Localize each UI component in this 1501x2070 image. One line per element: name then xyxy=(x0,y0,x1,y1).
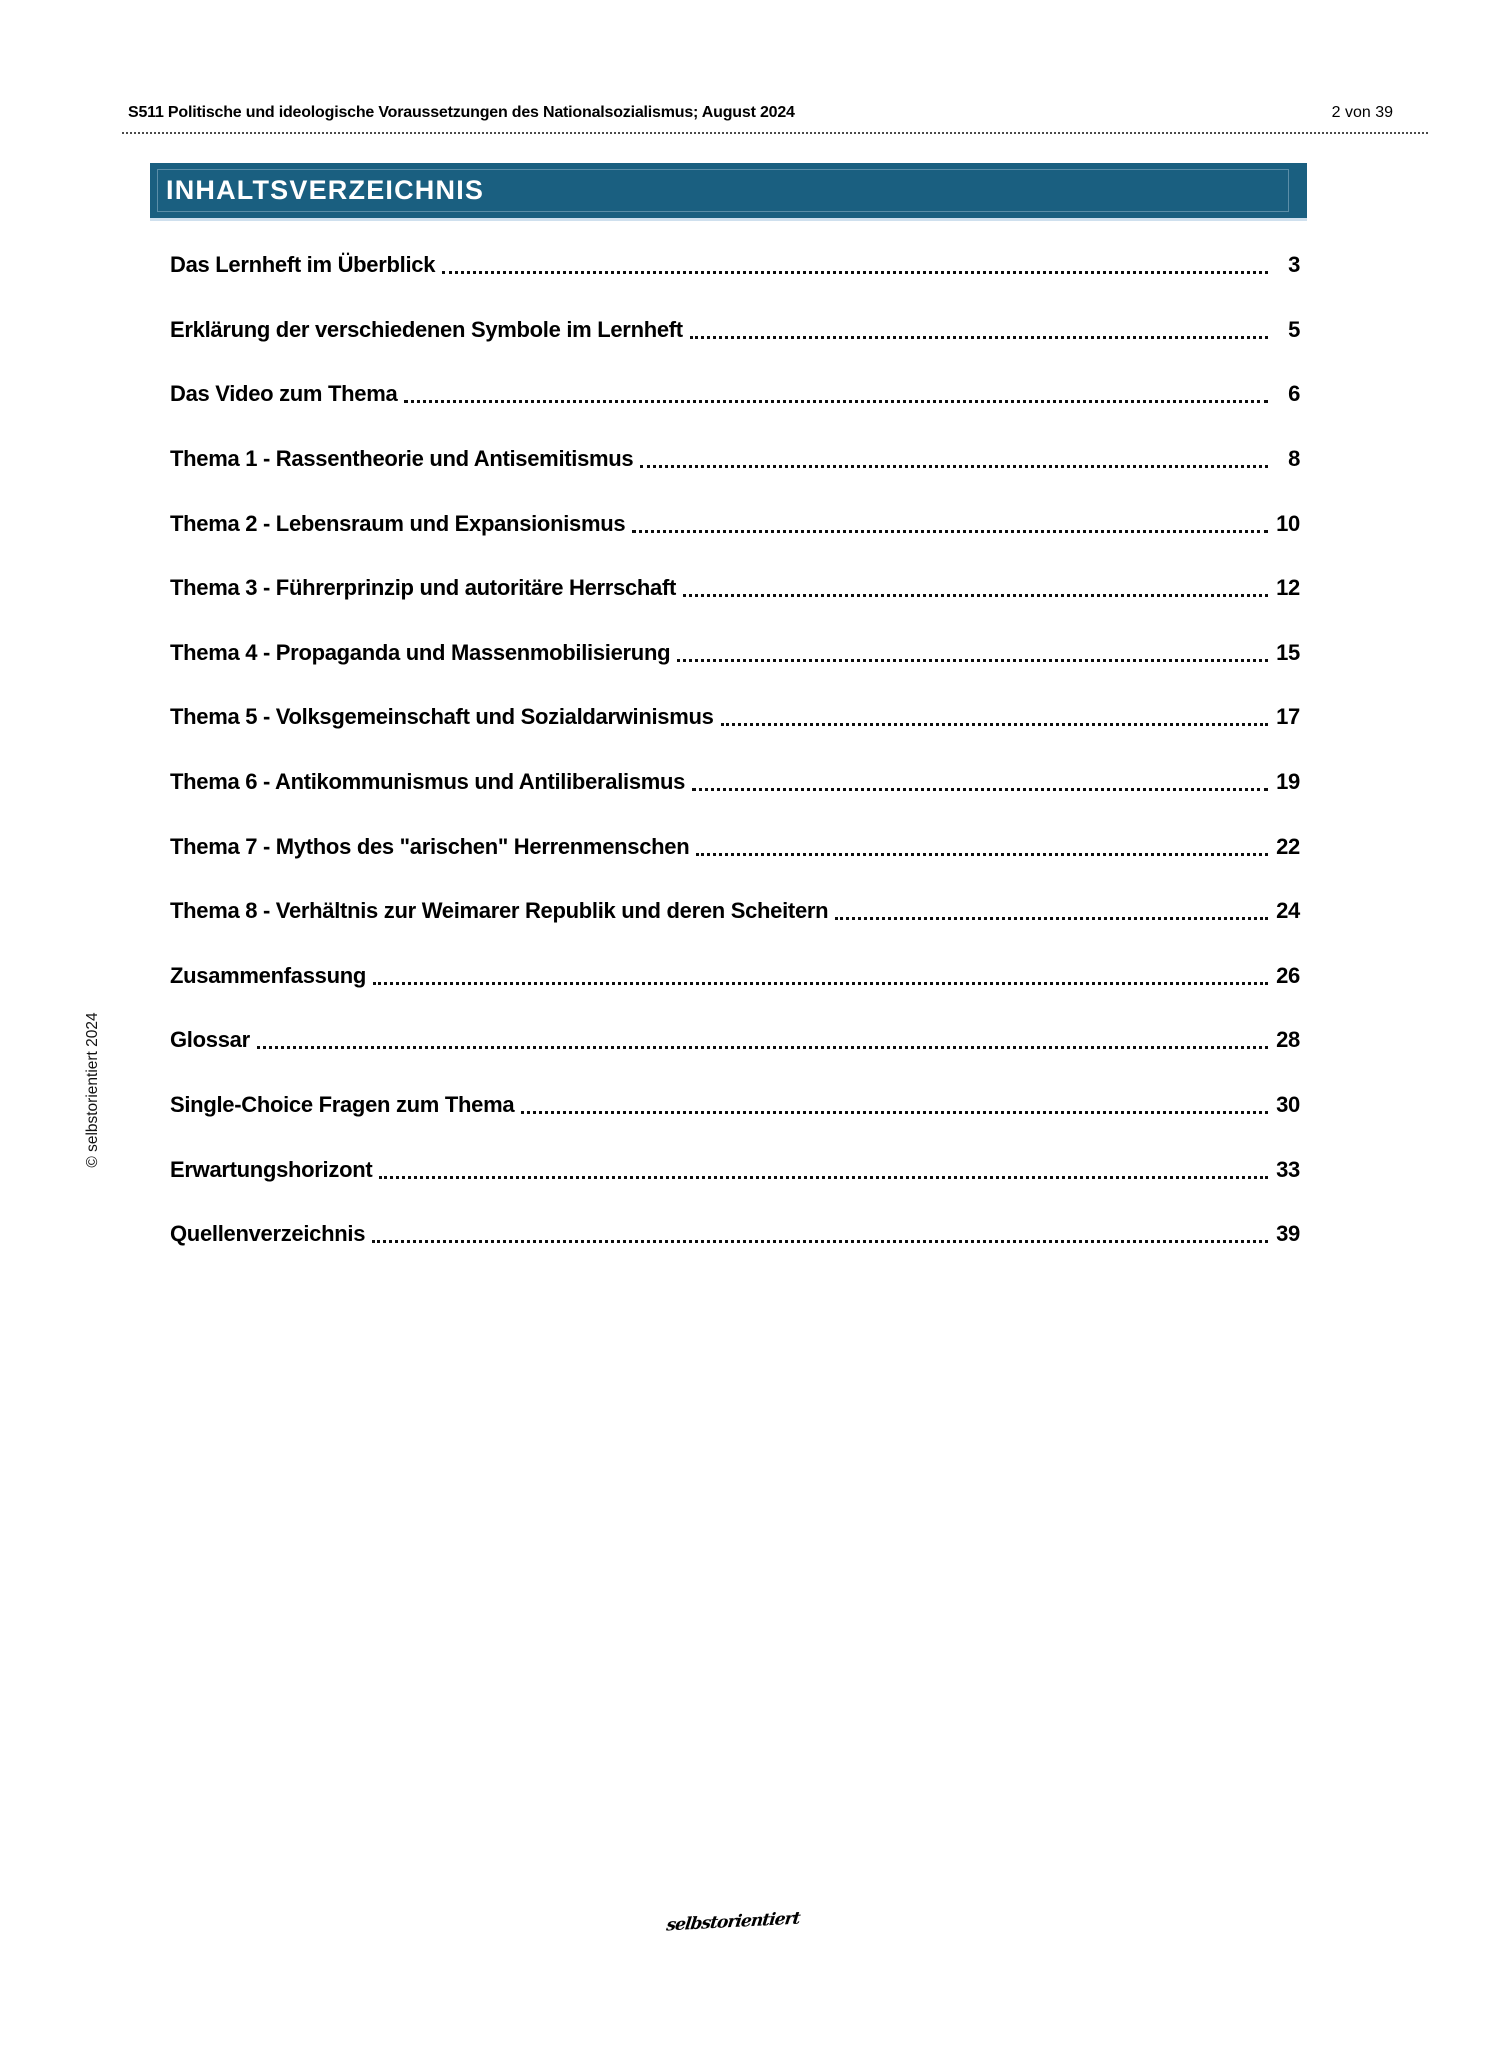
toc-entry-page: 26 xyxy=(1276,962,1300,988)
toc-entry-page: 10 xyxy=(1276,510,1300,536)
toc-entry xyxy=(170,621,1300,686)
toc-entry-page: 30 xyxy=(1276,1092,1300,1118)
toc-dot-leader xyxy=(677,644,1268,662)
page-header xyxy=(128,103,1393,122)
brand-logo: selbstorientiert xyxy=(665,1908,801,1936)
toc-entry-page: 17 xyxy=(1276,704,1300,730)
section-title-inner-border xyxy=(157,169,1289,212)
toc-entry xyxy=(170,298,1300,363)
toc-dot-leader xyxy=(692,773,1268,791)
toc-entry xyxy=(170,1137,1300,1202)
toc-entry-page: 22 xyxy=(1276,833,1300,859)
toc-entry-label: Thema 4 - Propaganda und Massenmobilisierung xyxy=(170,639,671,665)
toc-entry xyxy=(170,491,1300,556)
section-title-bar xyxy=(150,163,1307,221)
toc-entry-label: Erwartungshorizont xyxy=(170,1156,373,1182)
toc-entry-page: 24 xyxy=(1276,898,1300,924)
toc-entry xyxy=(170,556,1300,621)
toc-dot-leader xyxy=(683,579,1268,597)
toc-entry-label: Thema 5 - Volksgemeinschaft und Sozialdarwinismus xyxy=(170,704,714,730)
toc-entry-label: Thema 1 - Rassentheorie und Antisemitismus xyxy=(170,446,634,472)
toc-dot-leader xyxy=(379,1161,1268,1179)
toc-dot-leader xyxy=(696,838,1268,856)
toc-entry-page: 8 xyxy=(1288,446,1300,472)
toc-entry xyxy=(170,1202,1300,1267)
toc-entry-page: 15 xyxy=(1276,639,1300,665)
toc-dot-leader xyxy=(521,1096,1268,1114)
toc-entry xyxy=(170,750,1300,815)
toc-entry-label: Thema 6 - Antikommunismus und Antiliberalismus xyxy=(170,769,686,795)
toc-entry xyxy=(170,685,1300,750)
toc-entry-label: Erklärung der verschiedenen Symbole im Lernheft xyxy=(170,316,683,342)
toc-dot-leader xyxy=(257,1031,1268,1049)
toc-entry-page: 33 xyxy=(1276,1156,1300,1182)
table-of-contents xyxy=(170,233,1300,1267)
toc-dot-leader xyxy=(373,967,1268,985)
document-title: S511 Politische und ideologische Voraussetzungen des Nationalsozialismus; August 2024 xyxy=(128,104,795,121)
header-divider xyxy=(122,132,1428,134)
toc-entry xyxy=(170,1073,1300,1138)
toc-entry-page: 28 xyxy=(1276,1027,1300,1053)
toc-dot-leader xyxy=(632,515,1268,533)
toc-entry-label: Single-Choice Fragen zum Thema xyxy=(170,1092,515,1118)
toc-entry xyxy=(170,814,1300,879)
toc-entry-label: Thema 8 - Verhältnis zur Weimarer Republik und deren Scheitern xyxy=(170,898,829,924)
toc-entry-label: Das Lernheft im Überblick xyxy=(170,252,436,278)
toc-dot-leader xyxy=(690,321,1268,339)
page-indicator: 2 von 39 xyxy=(1331,104,1393,121)
toc-entry-label: Thema 2 - Lebensraum und Expansionismus xyxy=(170,510,626,536)
toc-entry-label: Thema 7 - Mythos des "arischen" Herrenmenschen xyxy=(170,833,690,859)
toc-dot-leader xyxy=(372,1225,1268,1243)
section-title: INHALTSVERZEICHNIS xyxy=(166,175,485,205)
toc-entry-page: 5 xyxy=(1288,316,1300,342)
toc-entry-label: Das Video zum Thema xyxy=(170,381,398,407)
toc-entry-label: Zusammenfassung xyxy=(170,962,366,988)
toc-entry xyxy=(170,1008,1300,1073)
toc-entry xyxy=(170,944,1300,1009)
toc-dot-leader xyxy=(835,902,1268,920)
toc-entry-label: Glossar xyxy=(170,1027,250,1053)
toc-entry-page: 3 xyxy=(1288,252,1300,278)
toc-entry xyxy=(170,233,1300,298)
toc-dot-leader xyxy=(721,708,1268,726)
toc-entry xyxy=(170,362,1300,427)
toc-entry xyxy=(170,879,1300,944)
toc-dot-leader xyxy=(442,256,1268,274)
toc-entry-page: 6 xyxy=(1288,381,1300,407)
toc-dot-leader xyxy=(404,385,1268,403)
toc-entry-label: Quellenverzeichnis xyxy=(170,1221,366,1247)
toc-dot-leader xyxy=(640,450,1268,468)
toc-entry-label: Thema 3 - Führerprinzip und autoritäre Herrschaft xyxy=(170,575,677,601)
toc-entry-page: 12 xyxy=(1276,575,1300,601)
toc-entry xyxy=(170,427,1300,492)
copyright-vertical-text: © selbstorientiert 2024 xyxy=(84,1012,101,1168)
toc-entry-page: 39 xyxy=(1276,1221,1300,1247)
toc-entry-page: 19 xyxy=(1276,769,1300,795)
